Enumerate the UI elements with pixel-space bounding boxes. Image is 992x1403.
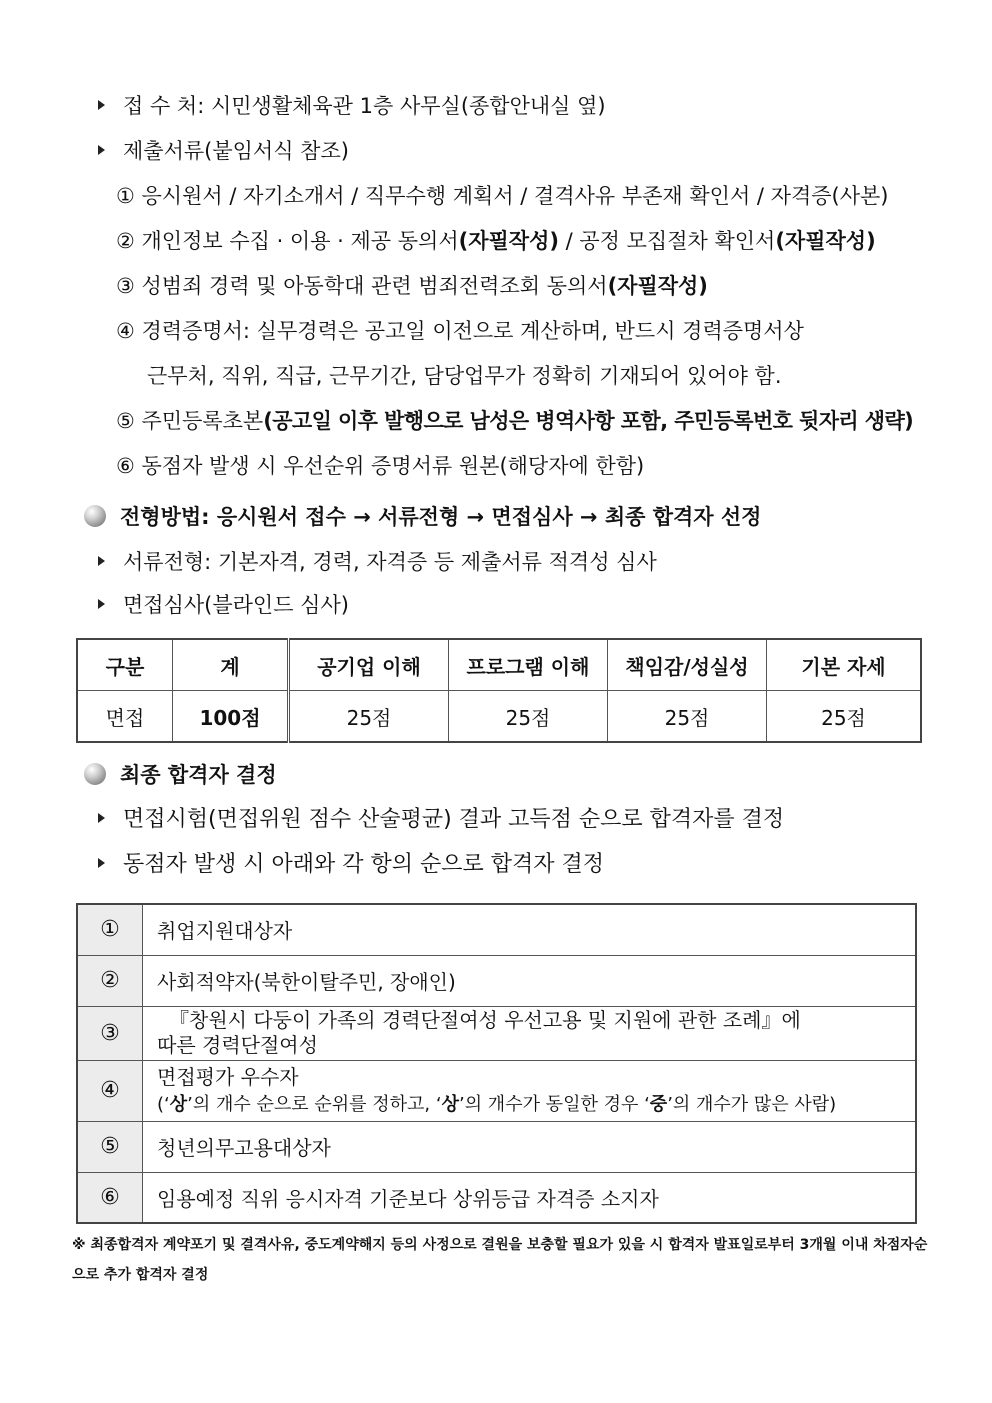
priority-number: ⑥	[77, 1172, 143, 1223]
triangle-bullet-icon	[98, 858, 105, 868]
priority-content: 청년의무고용대상자	[143, 1121, 917, 1172]
priority-number: ①	[77, 904, 143, 955]
footnote: ※ 최종합격자 계약포기 및 결격사유, 중도계약해지 등의 사정으로 결원을 보충할 필요가 있을 시 합격자 발표일로부터 3개월 이내 차점자순으로 추가 합격자 결정	[72, 1237, 928, 1283]
final-rule-1: 면접시험(면접위원 점수 산술평균) 결과 고득점 순으로 합격자를 결정	[98, 806, 784, 834]
doc-item-5: ⑤ 주민등록초본(공고일 이후 발행으로 남성은 병역사항 포함, 주민등록번호 뒷자리 생략)	[116, 409, 914, 433]
header-cell: 공기업 이해	[289, 639, 449, 691]
priority-number: ③	[77, 1006, 143, 1060]
priority-table	[76, 903, 917, 1224]
header-cell: 책임감/성실성	[608, 639, 767, 691]
score-table	[76, 638, 922, 743]
final-rule-2: 동점자 발생 시 아래와 각 항의 순으로 합격자 결정	[98, 851, 604, 879]
table-cell: 25점	[289, 691, 449, 743]
intro-office-line	[98, 92, 606, 120]
triangle-bullet-icon	[98, 145, 105, 155]
priority-number: ④	[77, 1060, 143, 1121]
header-cell: 계	[173, 639, 289, 691]
doc-item-1: ① 응시원서 / 자기소개서 / 직무수행 계획서 / 결격사유 부존재 확인서 / 자격증(사본)	[116, 184, 889, 208]
table-row	[77, 955, 916, 1006]
table-cell: 면접	[77, 691, 173, 743]
triangle-bullet-icon	[98, 100, 105, 110]
priority-content: 면접평가 우수자 (‘상’의 개수 순으로 순위를 정하고, ‘상’의 개수가 동일한 경우 ‘중’의 개수가 많은 사람)	[143, 1060, 917, 1121]
final-heading: 최종 합격자 결정	[84, 761, 277, 789]
intro-docs-line	[98, 137, 349, 165]
table-row	[77, 904, 916, 955]
table-cell: 25점	[608, 691, 767, 743]
table-row	[77, 1060, 916, 1121]
priority-number: ⑤	[77, 1121, 143, 1172]
docs-text: 제출서류(붙임서식 참조)	[123, 139, 349, 163]
doc-item-2: ② 개인정보 수집 · 이용 · 제공 동의서(자필작성) / 공정 모집절차 확인서(자필작성)	[116, 229, 876, 253]
priority-number: ②	[77, 955, 143, 1006]
table-cell: 25점	[767, 691, 922, 743]
doc-item-4-cont: 근무처, 직위, 직급, 근무기간, 담당업무가 정확히 기재되어 있어야 함.	[147, 364, 782, 388]
table-cell: 100점	[173, 691, 289, 743]
header-cell: 구분	[77, 639, 173, 691]
triangle-bullet-icon	[98, 599, 105, 609]
table-cell: 25점	[449, 691, 608, 743]
selection-heading: 전형방법: 응시원서 접수 → 서류전형 → 면접심사 → 최종 합격자 선정	[84, 503, 761, 531]
table-row	[77, 1121, 916, 1172]
doc-item-6: ⑥ 동점자 발생 시 우선순위 증명서류 원본(해당자에 한함)	[116, 454, 645, 478]
priority-content: 『창원시 다둥이 가족의 경력단절여성 우선고용 및 지원에 관한 조례』에 따른 경력단절여성	[143, 1006, 917, 1060]
doc-item-3: ③ 성범죄 경력 및 아동학대 관련 범죄전력조회 동의서(자필작성)	[116, 274, 708, 298]
sphere-bullet-icon	[84, 505, 106, 527]
table-row	[77, 1006, 916, 1060]
triangle-bullet-icon	[98, 813, 105, 823]
doc-screen-line: 서류전형: 기본자격, 경력, 자격증 등 제출서류 적격성 심사	[98, 548, 657, 576]
office-text: 접 수 처: 시민생활체육관 1층 사무실(종합안내실 옆)	[123, 94, 606, 118]
header-cell: 프로그램 이해	[449, 639, 608, 691]
header-cell: 기본 자세	[767, 639, 922, 691]
interview-line: 면접심사(블라인드 심사)	[98, 591, 349, 619]
doc-item-4: ④ 경력증명서: 실무경력은 공고일 이전으로 계산하며, 반드시 경력증명서상	[116, 319, 804, 343]
sphere-bullet-icon	[84, 763, 106, 785]
priority-content: 사회적약자(북한이탈주민, 장애인)	[143, 955, 917, 1006]
score-table-row	[77, 691, 921, 743]
table-row	[77, 1172, 916, 1223]
score-table-header-row	[77, 639, 921, 691]
triangle-bullet-icon	[98, 556, 105, 566]
priority-content: 취업지원대상자	[143, 904, 917, 955]
priority-content: 임용예정 직위 응시자격 기준보다 상위등급 자격증 소지자	[143, 1172, 917, 1223]
